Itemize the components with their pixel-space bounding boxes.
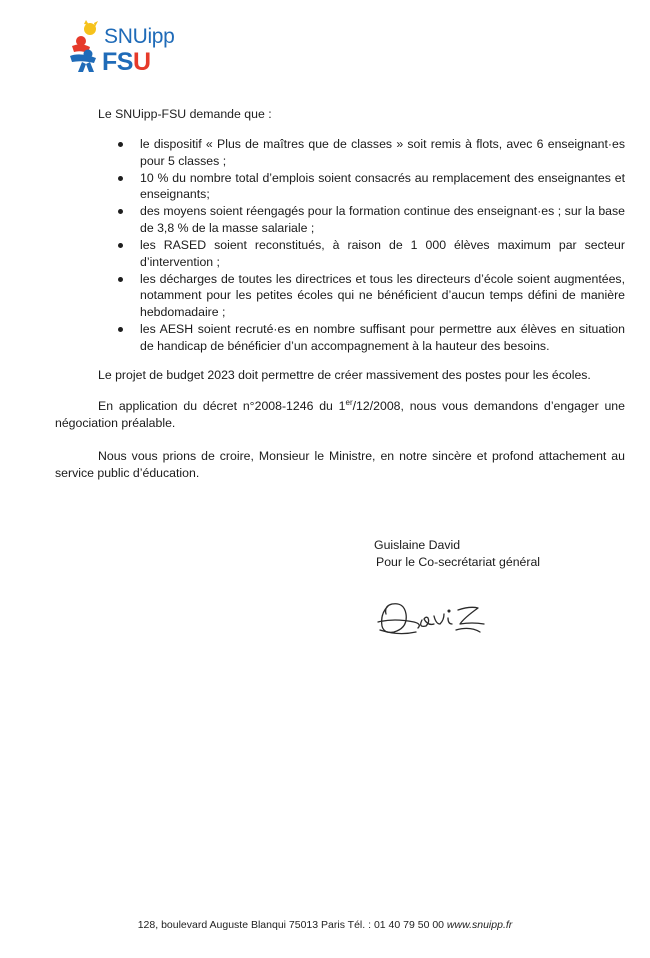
footer-address (0, 918, 650, 932)
logo-u-letter: U (132, 48, 151, 76)
decree-superscript: er (345, 397, 353, 407)
list-item-text: les AESH soient recruté·es en nombre suffisant pour permettre aux élèves en situation de handicap de bénéficier d’un accompagnement à la hauteur des besoins. (140, 322, 625, 353)
footer-address-text: 128, boulevard Auguste Blanqui 75013 Paris Tél. : 01 40 79 50 00 (137, 919, 447, 931)
logo-fs-letters: FS (102, 48, 133, 76)
bullet-icon (118, 327, 123, 332)
list-item-text: le dispositif « Plus de maîtres que de classes » soit remis à flots, avec 6 enseignant·es pour 5 classes ; (140, 137, 625, 168)
figures-icon (64, 20, 106, 78)
signer-name: Guislaine David (374, 538, 461, 552)
paragraph-decree (55, 398, 625, 431)
decree-text-end: /12/2008, nous vous demandons d’engager une négociation préalable. (55, 399, 625, 430)
list-item (110, 271, 625, 321)
footer-website-link[interactable]: www.snuipp.fr (446, 919, 513, 931)
bullet-icon (118, 176, 123, 181)
list-item (110, 321, 625, 354)
list-item (110, 237, 625, 270)
signer-role: Pour le Co-secrétariat général (376, 555, 541, 569)
snuipp-fsu-logo (64, 20, 194, 80)
list-item-text: des moyens soient réengagés pour la formation continue des enseignant·es ; sur la base de 3,8 % de la masse salariale ; (140, 204, 625, 235)
list-item (110, 203, 625, 236)
bullet-icon (118, 142, 123, 147)
demands-list (110, 136, 625, 355)
paragraph-closing: Nous vous prions de croire, Monsieur le Ministre, en notre sincère et profond attachement au service public d’éducation. (55, 449, 625, 480)
list-item (110, 170, 625, 203)
handwritten-signature (374, 592, 489, 642)
list-item-text: 10 % du nombre total d’emplois soient consacrés au remplacement des enseignantes et enseignants; (140, 170, 625, 202)
bullet-icon (118, 209, 123, 214)
paragraph-budget: Le projet de budget 2023 doit permettre de créer massivement des postes pour les écoles. (98, 368, 591, 382)
logo-fsu-text (102, 49, 151, 75)
list-item-text: les RASED soient reconstitués, à raison de 1 000 élèves maximum par secteur d’intervention ; (140, 238, 625, 269)
logo-snuipp-text: SNUipp (104, 25, 175, 48)
letter-intro: Le SNUipp-FSU demande que : (98, 107, 272, 121)
list-item-text: les décharges de toutes les directrices et tous les directeurs d’école soient augmentées, notamment pour les petites écoles qui ne bénéficient d’aucun temps défini de manière hebdomadaire ; (140, 271, 625, 319)
bullet-icon (118, 243, 123, 248)
list-item (110, 136, 625, 169)
bullet-icon (118, 277, 123, 282)
decree-text-start: En application du décret n°2008-1246 du 1 (98, 399, 346, 413)
